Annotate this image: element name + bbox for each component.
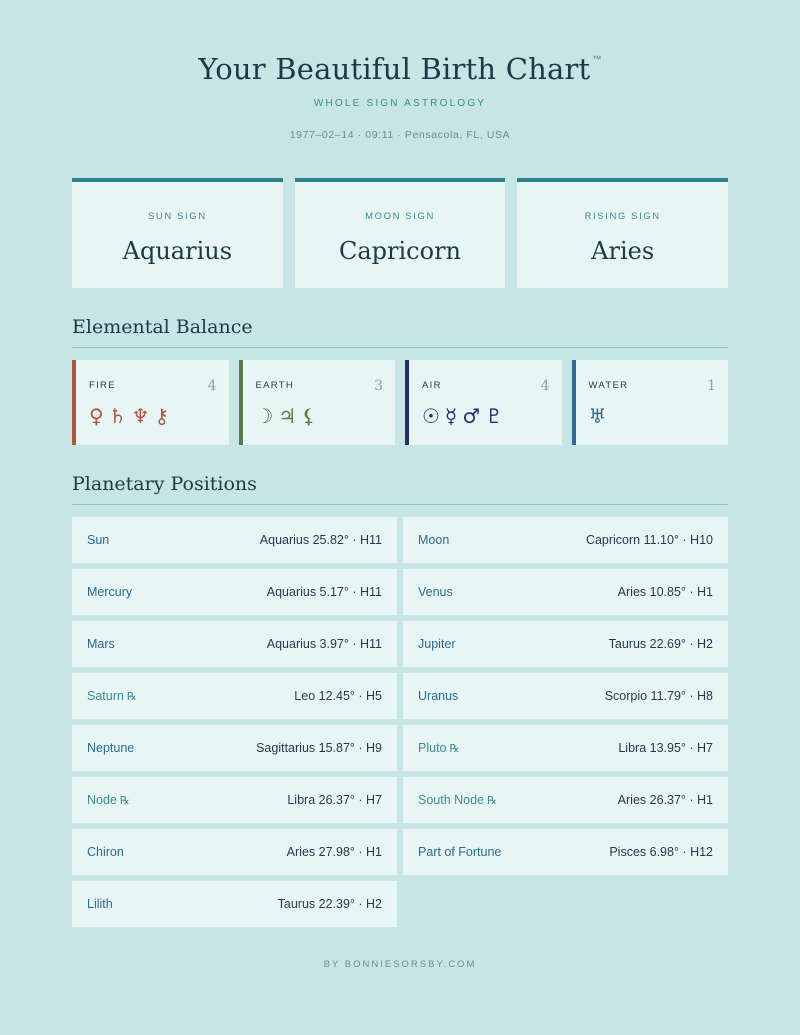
element-label: EARTH bbox=[255, 380, 295, 391]
planet-position: Taurus 22.69° · H2 bbox=[608, 637, 713, 651]
element-card-air bbox=[405, 360, 562, 445]
page-title bbox=[0, 52, 800, 86]
sign-label: RISING SIGN bbox=[584, 211, 661, 222]
planet-row bbox=[403, 829, 728, 875]
planet-position: Aries 26.37° · H1 bbox=[617, 793, 713, 807]
planet-position: Pisces 6.98° · H12 bbox=[609, 845, 713, 859]
planet-position: Scorpio 11.79° · H8 bbox=[604, 689, 713, 703]
planet-row bbox=[72, 829, 397, 875]
planetary-positions-heading: Planetary Positions bbox=[72, 473, 728, 505]
planet-name-text: Mercury bbox=[87, 585, 133, 599]
planet-name bbox=[87, 533, 109, 547]
planet-position: Aries 27.98° · H1 bbox=[286, 845, 382, 859]
planet-row bbox=[72, 517, 397, 563]
page-header bbox=[0, 52, 800, 141]
moon-sign-card bbox=[295, 178, 506, 288]
planet-row bbox=[72, 777, 397, 823]
element-planet-symbols: ♀♄♆⚷ bbox=[89, 404, 175, 428]
planet-position: Aquarius 5.17° · H11 bbox=[266, 585, 382, 599]
retrograde-icon: ℞ bbox=[487, 794, 497, 807]
planet-name-text: Uranus bbox=[418, 689, 459, 703]
planet-position: Leo 12.45° · H5 bbox=[294, 689, 382, 703]
planet-name bbox=[418, 533, 449, 547]
footer-credit: BY BONNIESORSBY.COM bbox=[323, 959, 477, 970]
big-three-signs bbox=[72, 178, 728, 288]
planet-name-text: South Node bbox=[418, 793, 485, 807]
element-card-fire bbox=[72, 360, 229, 445]
planet-row bbox=[72, 725, 397, 771]
planet-name-text: Part of Fortune bbox=[418, 845, 502, 859]
sign-label: MOON SIGN bbox=[365, 211, 435, 222]
planet-row bbox=[72, 673, 397, 719]
birth-details: 1977–02–14 · 09:11 · Pensacola, FL, USA bbox=[289, 129, 511, 141]
planet-name bbox=[418, 845, 501, 859]
element-planet-symbols: ♅ bbox=[588, 404, 612, 428]
sign-label: SUN SIGN bbox=[147, 211, 207, 222]
planetary-positions-grid bbox=[72, 517, 728, 927]
planet-name bbox=[418, 585, 453, 599]
planet-row bbox=[403, 569, 728, 615]
element-count: 4 bbox=[207, 378, 217, 394]
element-planet-symbols: ☽♃⚸ bbox=[255, 404, 322, 428]
planet-name bbox=[87, 741, 134, 755]
planet-name-text: Pluto bbox=[418, 741, 447, 755]
planet-position: Capricorn 11.10° · H10 bbox=[585, 533, 713, 547]
element-count: 4 bbox=[540, 378, 550, 394]
planet-name-text: Node bbox=[87, 793, 117, 807]
planet-position: Sagittarius 15.87° · H9 bbox=[256, 741, 382, 755]
planet-row bbox=[72, 569, 397, 615]
element-card-water bbox=[572, 360, 729, 445]
planet-name bbox=[87, 689, 137, 703]
planet-name bbox=[87, 585, 132, 599]
element-count: 1 bbox=[707, 378, 716, 394]
planet-position: Aquarius 25.82° · H11 bbox=[259, 533, 382, 547]
rising-sign-card bbox=[517, 178, 728, 288]
elemental-balance bbox=[72, 360, 728, 445]
page-title-text: Your Beautiful Birth Chart bbox=[198, 52, 591, 86]
planet-position: Libra 13.95° · H7 bbox=[618, 741, 713, 755]
sign-value: Aries bbox=[591, 237, 655, 265]
sign-value: Capricorn bbox=[339, 237, 462, 265]
element-label: WATER bbox=[588, 380, 629, 391]
planet-row bbox=[403, 673, 728, 719]
planet-row bbox=[403, 725, 728, 771]
planet-name-text: Sun bbox=[87, 533, 110, 547]
planet-name-text: Lilith bbox=[87, 897, 113, 911]
planet-name bbox=[418, 689, 458, 703]
sign-value: Aquarius bbox=[122, 237, 233, 265]
planet-name-text: Venus bbox=[418, 585, 453, 599]
planet-name bbox=[87, 897, 113, 911]
planet-name bbox=[87, 637, 115, 651]
planet-name bbox=[418, 741, 459, 755]
page-subtitle: WHOLE SIGN ASTROLOGY bbox=[313, 98, 487, 109]
planet-row bbox=[403, 517, 728, 563]
retrograde-icon: ℞ bbox=[119, 794, 130, 807]
trademark: ™ bbox=[592, 54, 602, 64]
planet-position: Taurus 22.39° · H2 bbox=[277, 897, 382, 911]
planet-name-text: Neptune bbox=[87, 741, 135, 755]
element-count: 3 bbox=[374, 378, 383, 394]
planet-position: Aries 10.85° · H1 bbox=[617, 585, 713, 599]
element-label: FIRE bbox=[89, 380, 116, 391]
element-label: AIR bbox=[422, 380, 442, 391]
planet-position: Aquarius 3.97° · H11 bbox=[266, 637, 382, 651]
planet-name-text: Moon bbox=[418, 533, 450, 547]
planet-name-text: Jupiter bbox=[418, 637, 456, 651]
planet-position: Libra 26.37° · H7 bbox=[287, 793, 382, 807]
planet-row bbox=[72, 621, 397, 667]
planet-name bbox=[87, 793, 130, 807]
planet-name bbox=[418, 793, 497, 807]
planet-name-text: Saturn bbox=[87, 689, 124, 703]
planet-row bbox=[403, 777, 728, 823]
retrograde-icon: ℞ bbox=[449, 742, 460, 755]
planet-row bbox=[403, 621, 728, 667]
planet-name-text: Chiron bbox=[87, 845, 124, 859]
element-planet-symbols: ☉☿♂♇ bbox=[422, 404, 509, 428]
planet-name bbox=[418, 637, 456, 651]
sun-sign-card bbox=[72, 178, 283, 288]
planet-name-text: Mars bbox=[87, 637, 115, 651]
retrograde-icon: ℞ bbox=[126, 690, 137, 703]
element-card-earth bbox=[239, 360, 396, 445]
elemental-balance-heading: Elemental Balance bbox=[72, 316, 728, 348]
planet-row bbox=[72, 881, 397, 927]
planet-name bbox=[87, 845, 124, 859]
